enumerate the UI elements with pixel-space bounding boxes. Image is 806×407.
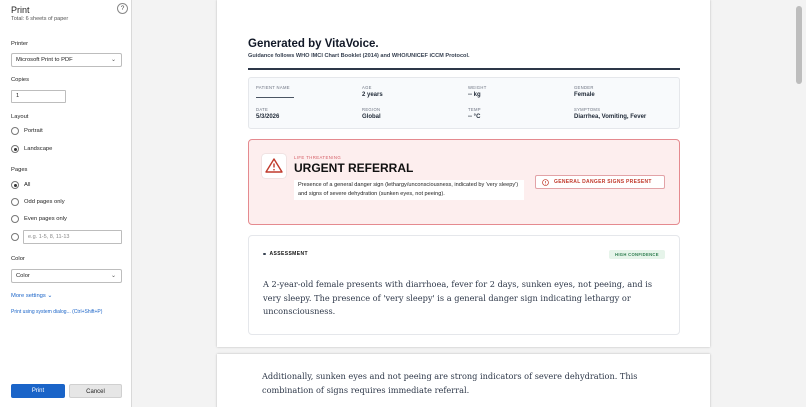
alert-reason: Presence of a general danger sign (lethargy/unconsciousness, indicated by 'very sleepy') and signs of severe dehydration (sunken eyes, not peeing). — [294, 180, 524, 200]
radio-even[interactable] — [11, 215, 19, 223]
alert-heading: URGENT REFERRAL — [294, 161, 414, 175]
symptoms-value: Diarrhea, Vomiting, Fever — [574, 114, 647, 120]
layout-label: Layout — [11, 114, 29, 120]
layout-landscape-option[interactable] — [11, 144, 52, 154]
gender-value: Female — [574, 92, 595, 98]
preview-page-1 — [217, 0, 710, 347]
assessment-card — [248, 235, 680, 335]
assessment-header — [263, 251, 308, 257]
sheet-count: Total: 6 sheets of paper — [11, 16, 69, 22]
color-value: Color — [16, 273, 30, 279]
date-label: DATE — [256, 107, 269, 112]
date-value: 5/3/2026 — [256, 114, 280, 120]
gender-label: GENDER — [574, 85, 594, 90]
preview-page-2 — [217, 354, 710, 407]
radio-landscape[interactable] — [11, 145, 19, 153]
copies-label: Copies — [11, 77, 30, 83]
chevron-down-icon: ⌄ — [47, 293, 53, 299]
warning-icon — [262, 154, 286, 178]
temp-value: -- °C — [468, 114, 481, 120]
severity-label: LIFE THREATENING — [294, 155, 342, 160]
radio-custom[interactable] — [11, 233, 19, 241]
printer-value: Microsoft Print to PDF — [16, 57, 73, 63]
patient-info-card — [248, 77, 680, 129]
weight-label: WEIGHT — [468, 85, 487, 90]
pages-label: Pages — [11, 167, 28, 173]
odd-label: Odd pages only — [24, 199, 65, 205]
radio-portrait[interactable] — [11, 127, 19, 135]
region-field — [362, 107, 381, 120]
chevron-down-icon: ⌄ — [110, 273, 116, 279]
print-title: Print — [11, 5, 30, 15]
custom-pages-input[interactable]: e.g. 1-5, 8, 11-13 — [23, 230, 122, 244]
urgent-referral-alert — [248, 139, 680, 225]
cancel-button[interactable]: Cancel — [69, 384, 122, 398]
region-label: REGION — [362, 107, 381, 112]
color-select[interactable] — [11, 269, 122, 283]
color-label: Color — [11, 256, 25, 262]
copies-input[interactable]: 1 — [11, 90, 66, 103]
report-guidance: Guidance follows WHO IMCI Chart Booklet (2014) and WHO/UNICEF iCCM Protocol. — [248, 53, 470, 59]
chevron-down-icon: ⌄ — [110, 57, 116, 63]
alert-circle-icon — [542, 179, 549, 186]
even-label: Even pages only — [24, 216, 67, 222]
danger-signs-badge — [535, 175, 665, 189]
scrollbar-thumb[interactable] — [796, 6, 802, 84]
assessment-text: A 2-year-old female presents with diarrhoea, fever for 2 days, sunken eyes, not peeing, and is very sleepy. The presence of 'very sleepy' is a general danger sign indicating lethargy or unconsciousness. — [263, 279, 653, 316]
gender-field — [574, 85, 595, 98]
layout-portrait-option[interactable] — [11, 126, 43, 136]
divider — [248, 68, 680, 70]
weight-field — [468, 85, 487, 98]
symptoms-label: SYMPTOMS — [574, 107, 601, 112]
radio-odd[interactable] — [11, 198, 19, 206]
print-preview[interactable] — [133, 0, 806, 407]
bullet-icon — [263, 253, 266, 256]
more-settings-label: More settings — [11, 293, 46, 299]
radio-all[interactable] — [11, 181, 19, 189]
patient-name-underline — [256, 97, 294, 98]
weight-value: -- kg — [468, 92, 481, 98]
all-label: All — [24, 182, 31, 188]
date-field — [256, 107, 279, 120]
more-settings-link[interactable] — [11, 293, 52, 299]
patient-name-label: PATIENT NAME — [256, 85, 290, 90]
age-value: 2 years — [362, 92, 383, 98]
system-dialog-link[interactable]: Print using system dialog... (Ctrl+Shift+P) — [11, 309, 103, 315]
confidence-badge: HIGH CONFIDENCE — [609, 250, 665, 259]
assessment-label: ASSESSMENT — [269, 251, 308, 257]
printer-select[interactable] — [11, 53, 122, 67]
badge-text: GENERAL DANGER SIGNS PRESENT — [554, 179, 652, 185]
report-title: Generated by VitaVoice. — [248, 38, 379, 50]
region-value: Global — [362, 114, 381, 120]
pages-custom-option[interactable] — [11, 232, 19, 242]
print-settings-panel — [0, 0, 132, 407]
print-button[interactable]: Print — [11, 384, 65, 398]
pages-even-option[interactable] — [11, 214, 67, 224]
printer-label: Printer — [11, 41, 29, 47]
temp-field — [468, 107, 481, 120]
assessment-continued-text: Additionally, sunken eyes and not peeing are strong indicators of severe dehydration. This combination of signs requires immediate referral. — [262, 371, 638, 395]
symptoms-field — [574, 107, 646, 120]
landscape-label: Landscape — [24, 146, 53, 152]
preview-scrollbar[interactable] — [793, 0, 806, 407]
patient-name-field — [256, 85, 290, 92]
portrait-label: Portrait — [24, 128, 43, 134]
age-label: AGE — [362, 85, 372, 90]
help-icon[interactable]: ? — [117, 3, 128, 14]
pages-odd-option[interactable] — [11, 197, 65, 207]
age-field — [362, 85, 383, 98]
temp-label: TEMP — [468, 107, 481, 112]
pages-all-option[interactable] — [11, 180, 30, 190]
